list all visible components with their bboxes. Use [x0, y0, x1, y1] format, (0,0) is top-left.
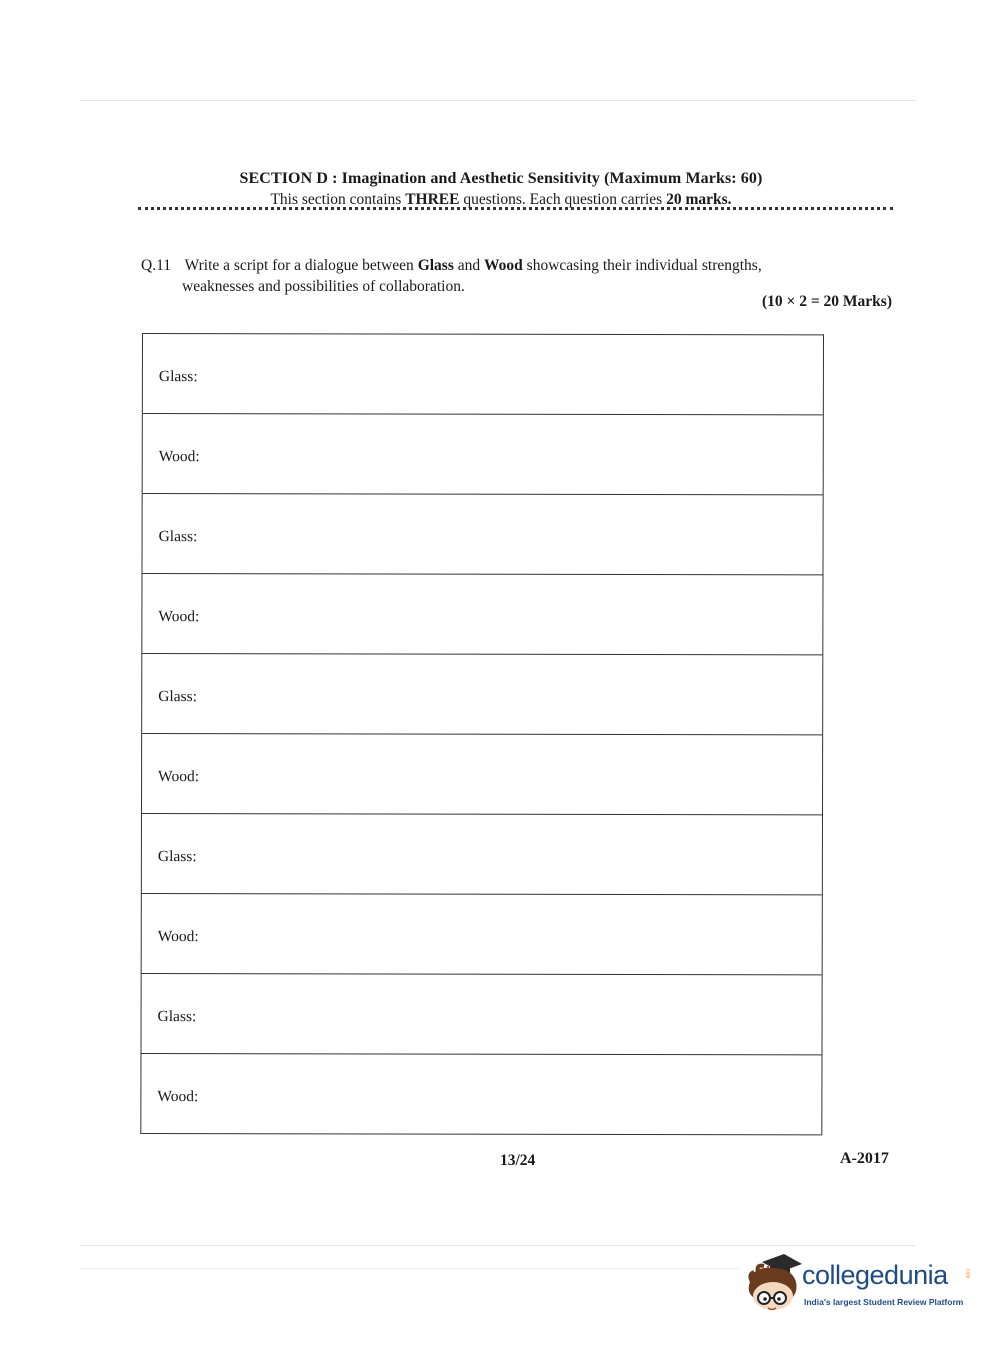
section-title: SECTION D : Imagination and Aesthetic Sensitivity (Maximum Marks: 60): [239, 170, 763, 187]
row-label: Wood:: [157, 928, 199, 946]
mascot-icon: [744, 1252, 804, 1314]
page-number: 13/24: [500, 1152, 536, 1169]
section-sub-three: THREE: [405, 191, 460, 208]
question-text-post: showcasing their individual strengths,: [526, 257, 762, 274]
question-word-wood: Wood: [484, 257, 523, 274]
section-sub-pre: This section contains: [270, 191, 402, 208]
question-number: Q.11: [141, 257, 171, 274]
answer-row[interactable]: [142, 734, 822, 815]
section-sub-mid: questions. Each question carries: [463, 191, 663, 208]
top-scan-line: [80, 100, 915, 101]
question-line-2: weaknesses and possibilities of collaboration.: [182, 278, 465, 295]
row-label: Glass:: [158, 528, 198, 546]
answer-row[interactable]: [142, 574, 822, 655]
answer-table: [140, 333, 824, 1135]
question-text-and: and: [457, 257, 481, 274]
answer-row[interactable]: [142, 814, 822, 895]
answer-row[interactable]: [141, 974, 821, 1055]
logo-suffix: .com: [964, 1267, 971, 1279]
paper-code: A-2017: [840, 1150, 889, 1167]
question-word-glass: Glass: [417, 257, 454, 274]
answer-row[interactable]: [142, 494, 822, 575]
answer-row[interactable]: [143, 334, 823, 415]
row-label: Glass:: [157, 848, 197, 866]
bottom-scan-line-2: [80, 1268, 740, 1269]
logo-tagline: India's largest Student Review Platform: [804, 1297, 964, 1307]
answer-row[interactable]: [142, 654, 822, 735]
logo-wordmark: collegedunia: [802, 1260, 948, 1290]
bottom-scan-line: [80, 1245, 915, 1246]
row-label: Wood:: [158, 448, 200, 466]
answer-row[interactable]: [142, 894, 822, 975]
answer-row[interactable]: [143, 414, 823, 495]
answer-row[interactable]: [141, 1054, 821, 1135]
collegedunia-logo[interactable]: [744, 1252, 974, 1322]
row-label: Wood:: [157, 1088, 199, 1106]
row-label: Glass:: [158, 688, 198, 706]
question-text: [141, 255, 893, 297]
dotted-divider: [138, 207, 893, 210]
row-label: Glass:: [158, 368, 198, 386]
question-text-pre: Write a script for a dialogue between: [184, 257, 414, 274]
row-label: Wood:: [158, 608, 200, 626]
row-label: Wood:: [158, 768, 200, 786]
section-sub-marks: 20 marks.: [666, 191, 732, 208]
question-marks: (10 × 2 = 20 Marks): [761, 293, 892, 310]
row-label: Glass:: [157, 1008, 197, 1026]
